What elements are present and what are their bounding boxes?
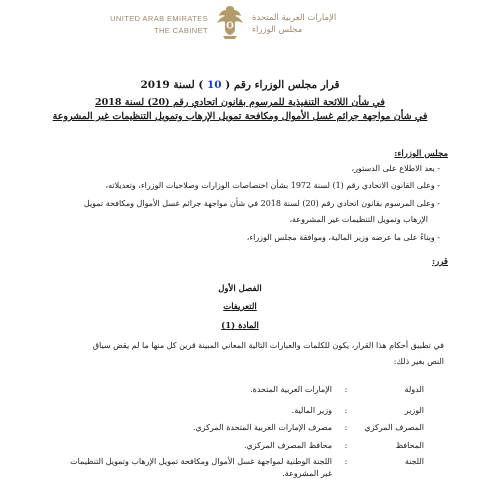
preamble-item-continuation: الإرهاب وتمويل التنظيمات غير المشروعة، [289,215,428,224]
decree-subject-line2: في شأن مواجهة جرائم غسل الأموال ومكافحة تمويل الإرهاب وتمويل التنظيمات غير المشروعة [52,111,428,122]
definitions-intro-line1: في تطبيق أحكام هذا القرار، يكون للكلمات والعبارات التالية المعاني المبينة قرين كل منها ما لم يقض سياق [92,341,444,350]
preamble-item-text: وعلى المرسوم بقانون اتحادي رقم (20) لسنة 2018 في شأن مواجهة جرائم غسل الأموال ومكافحة تمويل [83,199,435,208]
bullet-icon: - [434,233,440,242]
chapter-title: الفصل الأول [218,284,262,294]
definition-text: محافظ المصرف المركزي. [243,441,332,450]
definition-term: اللجنة [404,457,424,466]
definition-row [40,405,424,417]
decree-number: 10 [206,79,222,91]
bullet-icon: - [434,199,440,208]
preamble-item-text: وبناءً على ما عرضه وزير المالية، وموافقة مجلس الوزراء، [246,233,435,242]
definition-term: الوزير [404,406,424,415]
header-arabic-line1: الإمارات العربية المتحدة [252,13,337,23]
uae-emblem-icon [214,4,246,40]
decree-heading [40,78,440,92]
definition-colon: : [344,385,348,394]
definition-colon: : [344,457,348,466]
decree-prefix: قرار مجلس الوزراء رقم ( [225,79,340,91]
definition-colon: : [344,441,348,450]
preamble-item [20,180,440,192]
definition-row-continuation [40,468,424,480]
preamble-item [20,198,440,210]
definition-text: الإمارات العربية المتحدة. [250,385,332,394]
definitions-intro-line2: النص بغير ذلك: [393,357,444,366]
definition-row [40,422,424,434]
preamble-item-text: بعد الاطلاع على الدستور، [351,164,435,173]
decree-title [40,78,440,124]
header-english-line1: UNITED ARAB EMIRATES [110,14,208,23]
definition-colon: : [344,423,348,432]
header-english-line2: THE CABINET [154,26,208,35]
decree-subject-line1: في شأن اللائحة التنفيذية للمرسوم بقانون اتحادي رقم (20) لسنة 2018 [95,97,385,108]
definition-text: اللجنة الوطنية لمواجهة غسل الأموال ومكافحة تمويل الإرهاب وتمويل التنظيمات [70,457,332,466]
definition-term: المصرف المركزي [364,423,424,432]
preamble-item [20,232,440,244]
definition-text: مصرف الإمارات العربية المتحدة المركزي. [192,423,332,432]
preamble-item [40,163,440,175]
header-arabic-line2: مجلس الوزراء [252,25,303,35]
chapter-subtitle: التعريفات [223,302,257,312]
definition-text: غير المشروعة. [282,469,332,478]
definition-text: وزير المالية. [291,406,332,415]
bullet-icon: - [434,181,440,190]
definition-row [40,440,424,452]
definition-term: الدولة [404,385,424,394]
header-arabic [252,12,344,36]
bullet-icon: - [434,164,440,173]
decides-heading: قرر: [432,257,448,267]
preamble-heading: مجلس الوزراء: [394,149,448,159]
definition-row [40,384,424,396]
definition-row [24,456,424,468]
definition-colon: : [344,406,348,415]
header-english [104,13,208,37]
decree-suffix: ) لسنة 2019 [140,79,204,91]
article-number: المادة (1) [221,321,259,331]
definition-term: المحافظ [395,441,424,450]
preamble-item-text: وعلى القانون الاتحادي رقم (1) لسنة 1972 بشأن اختصاصات الوزارات وصلاحيات الوزراء، وتعديلاته، [105,181,435,190]
